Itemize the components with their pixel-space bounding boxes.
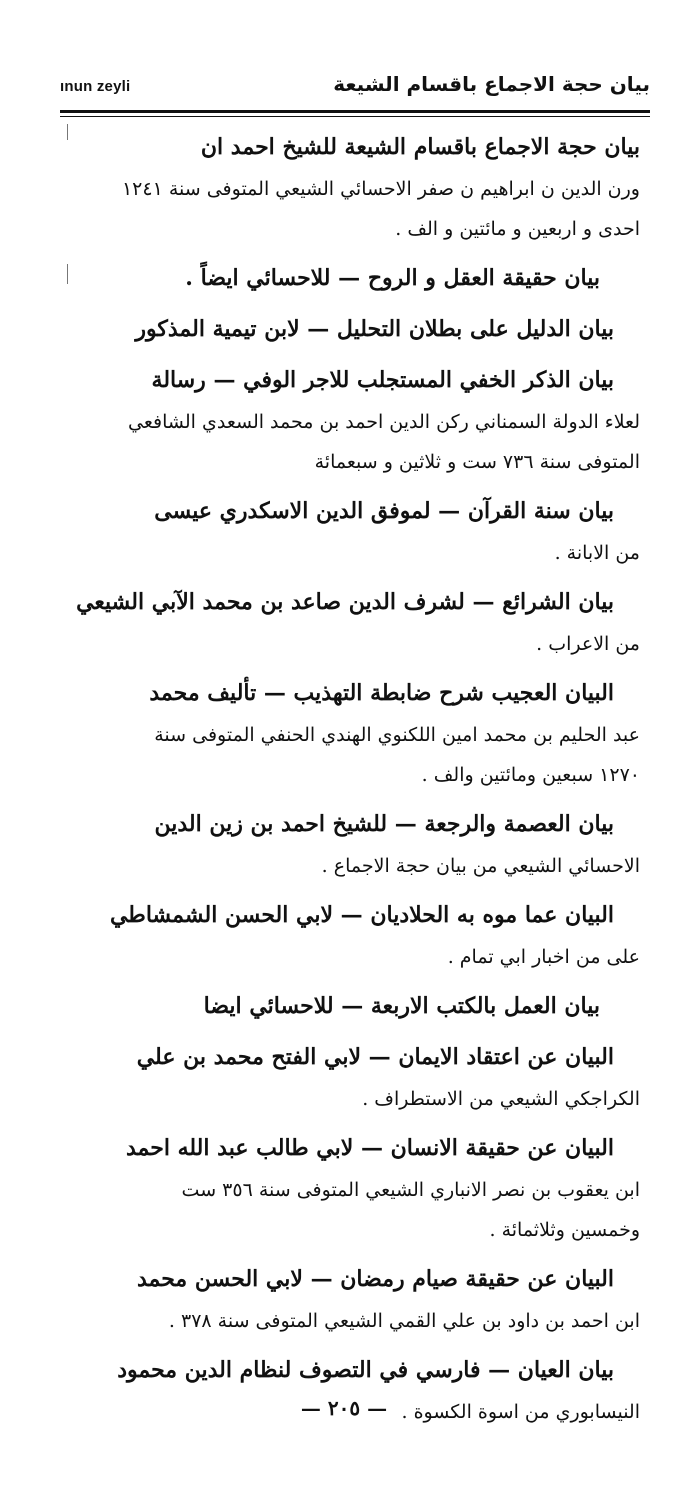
bibliography-entry	[75, 1036, 640, 1119]
bibliography-entry	[75, 985, 640, 1028]
bibliography-entry	[75, 1258, 640, 1341]
entry-title-line: بيان الدليل على بطلان التحليل — لابن تيمية المذكور	[135, 316, 614, 342]
entry-detail-line: على من اخبار ابي تمام .	[447, 946, 640, 968]
entry-detail-line: الكراجكي الشيعي من الاستطراف .	[362, 1088, 640, 1110]
entry-detail-line: احدى و اربعين و مائتين و الف .	[395, 218, 640, 240]
header-thin-rule	[60, 116, 650, 117]
entry-detail-line: ابن احمد بن داود بن علي القمي الشيعي المتوفى سنة ٣٧٨ .	[168, 1310, 640, 1332]
bibliography-entry	[75, 490, 640, 573]
entry-title-line: بيان الذكر الخفي المستجلب للاجر الوفي — رسالة	[151, 367, 614, 393]
entry-title-line: بيان حجة الاجماع باقسام الشيعة للشيخ احمد ان	[200, 134, 640, 160]
bibliography-entry	[75, 126, 640, 249]
entry-title-line: البيان عن اعتقاد الايمان — لابي الفتح محمد بن علي	[136, 1044, 614, 1070]
margin-mark	[67, 124, 68, 140]
bibliography-entry	[75, 803, 640, 886]
entry-detail-line: لعلاء الدولة السمناني ركن الدين احمد بن محمد السعدي الشافعي	[128, 411, 640, 433]
bibliography-entry	[75, 308, 640, 351]
bibliography-entry	[75, 581, 640, 664]
bibliography-entry	[75, 257, 640, 300]
entry-detail-line: عبد الحليم بن محمد امين اللكنوي الهندي الحنفي المتوفى سنة	[154, 724, 640, 746]
entry-title-line: البيان العجيب شرح ضابطة التهذيب — تأليف محمد	[149, 680, 614, 706]
margin-mark	[67, 264, 68, 284]
entry-title-line: بيان الشرائع — لشرف الدين صاعد بن محمد الآبي الشيعي	[76, 589, 614, 615]
bibliography-entry	[75, 1127, 640, 1250]
bibliography-entry	[75, 672, 640, 795]
entry-detail-line: من الابانة .	[554, 542, 640, 564]
entry-title-line: بيان سنة القرآن — لموفق الدين الاسكدري عيسى	[154, 498, 614, 524]
entry-detail-line: ١٢٧٠ سبعين ومائتين والف .	[421, 764, 640, 786]
entries-list	[75, 126, 640, 1440]
entry-detail-line: ابن يعقوب بن نصر الانباري الشيعي المتوفى سنة ٣٥٦ ست	[181, 1179, 640, 1201]
bibliography-entry	[75, 894, 640, 977]
entry-title-line: البيان عن حقيقة صيام رمضان — لابي الحسن محمد	[136, 1266, 614, 1292]
header-left-title: ınun zeyli	[60, 78, 131, 95]
entry-detail-line: الاحسائي الشيعي من بيان حجة الاجماع .	[321, 855, 640, 877]
entry-detail-line: المتوفى سنة ٧٣٦ ست و ثلاثين و سبعمائة	[314, 451, 640, 473]
header-thick-rule	[60, 110, 650, 113]
entry-detail-line: ورن الدين ن ابراهيم ن صفر الاحسائي الشيعي المتوفى سنة ١٢٤١	[121, 178, 640, 200]
bibliography-entry	[75, 359, 640, 482]
entry-detail-line: من الاعراب .	[536, 633, 640, 655]
page-header	[60, 72, 650, 106]
entry-title-line: بيان العمل بالكتب الاربعة — للاحسائي ايضا	[203, 993, 600, 1019]
entry-title-line: بيان العصمة والرجعة — للشيخ احمد بن زين الدين	[154, 811, 614, 837]
entry-detail-line: النيسابوري من اسوة الكسوة .	[401, 1401, 640, 1423]
page-number: — ٢٠٥ —	[300, 1396, 388, 1420]
header-right-title: بيان حجة الاجماع باقسام الشيعة	[333, 72, 650, 96]
entry-title-line: البيان عن حقيقة الانسان — لابي طالب عبد الله احمد	[125, 1135, 614, 1161]
entry-title-line: بيان العيان — فارسي في التصوف لنظام الدين محمود	[117, 1357, 614, 1383]
entry-detail-line: وخمسين وثلاثمائة .	[489, 1219, 640, 1241]
entry-title-line: بيان حقيقة العقل و الروح — للاحسائي ايضاً .	[185, 265, 600, 291]
entry-title-line: البيان عما موه به الحلاديان — لابي الحسن الشمشاطي	[109, 902, 614, 928]
